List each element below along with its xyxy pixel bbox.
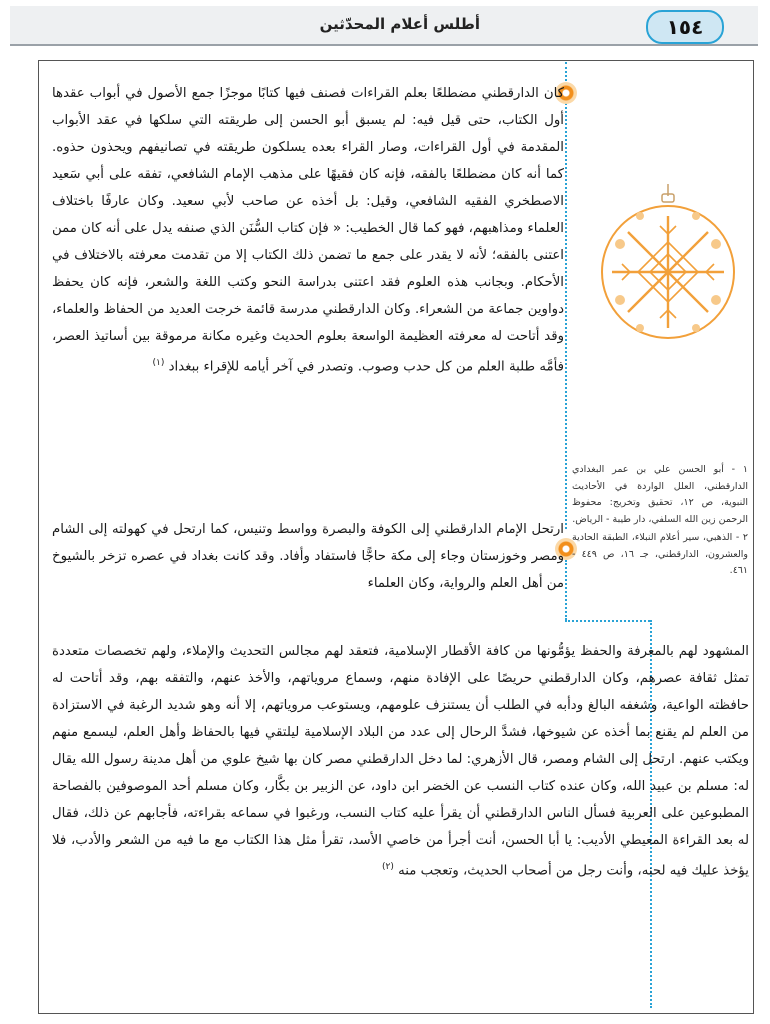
footnote-ref-2[interactable]: (٢)	[381, 862, 394, 872]
footnote-ref-1[interactable]: (١)	[152, 358, 165, 368]
paragraph-1	[52, 80, 564, 380]
book-title: أطلس أعلام المحدّثين	[319, 15, 480, 33]
snowflake-ornament-icon	[590, 184, 746, 340]
page-number-badge: ١٥٤	[646, 10, 724, 44]
separator-vertical-middle	[565, 560, 567, 620]
page-header	[10, 6, 758, 46]
footnote-1: ١ - أبو الحسن علي بن عمر البغدادي الدارقطني، العلل الواردة في الأحاديث النبوية، ص ١٢، تحقيق وتخريج: محفوظ الرحمن زين الله السلفي، دار طيبة - الرياض.	[572, 464, 748, 525]
footnotes	[572, 462, 748, 582]
separator-horizontal	[565, 620, 650, 622]
paragraph-3	[52, 638, 749, 884]
footnote-2: ٢ - الذهبي، سير أعلام النبلاء، الطبقة الحادية والعشرون، الدارقطني، جـ ١٦، ص ٤٤٩ - ٤٦١.	[572, 532, 749, 576]
separator-vertical-top	[565, 62, 567, 529]
paragraph-3-text: المشهود لهم بالمعرفة والحفظ يؤمُّونها من كافة الأقطار الإسلامية، فتعقد لهم مجالس التحديث والإملاء، ولهم تخصصات متعددة تمثل ثقافة عصرهم، وكان الدارقطني حريصًا على الإفادة منهم، وسماع مروياتهم، والأخذ عنهم، والتفقه بهم، وقد أتاحت له حافظته الواعية، وشغفه البالغ ودأبه في الطلب أن يستنزف علومهم، ويستوعب مروياتهم، إلا أنه وهو شديد الرغبة في الاستزادة من العلم لم يقنع بما أخذه عن شيوخها، فشدَّ الرحال إلى عدد من البلاد الإسلامية ليلتقي فيها بالحفاظ وأهل العلم، ليسمع منهم ويكتب عنهم. ارتحل إلى الشام ومصر، قال الأزهري: لما دخل الدارقطني مصر كان بها شيخ علوي من أهل مدينة رسول الله يقال له: مسلم بن عبيد الله، وكان عنده كتاب النسب عن الخضر ابن داود، عن الزبير بن بكَّار، وكان مسلم أحد الموصوفين بالفصاحة المطبوعين على العربية فسأل الناس الدارقطني أن يقرأ عليه كتاب النسب، ورغبوا في سماعه بقراءته، فأجابهم عن ذلك، فقال له بعد القراءة المعيطي الأديب: يا أبا الحسن، أنت أجرأ من خاصي الأسد، تقرأ مثل هذا الكتاب مع ما فيه من الشعر والأدب، فلا يؤخذ عليك فيه لحنه، وأنت رجل من أصحاب الحديث، وتعجب منه	[52, 644, 749, 879]
paragraph-2: ارتحل الإمام الدارقطني إلى الكوفة والبصرة وواسط وتنيس، كما ارتحل في كهولته إلى الشام ومصر وخوزستان وجاء إلى مكة حاجًّا فاستفاد وأفاد. وقد كانت بغداد في عصره تزخر بالشيوخ من أهل العلم والرواية، وكان العلماء	[52, 522, 564, 591]
paragraph-1-text: كان الدارقطني مضطلعًا بعلم القراءات فصنف فيها كتابًا موجزًا جمع الأصول في أبواب عقدها أول الكتاب، حتى قيل فيه: لم يسبق أبو الحسن إلى طريقته التي سلكها في عقد الأبواب المقدمة في أول القراءات، وصار القراء بعده يسلكون طريقته في تصانيفهم ويحذون حذوه. كما أنه كان مضطلعًا بالفقه، فإنه كان فقيهًا على مذهب الإمام الشافعي، تفقه على أبي سَعيد الاصطخري الفقيه الشافعي، وقيل: بل أخذه عن صاحب لأبي سعيد. وكان عارفًا باختلاف العلماء ومذاهبهم، فهو كما قال الخطيب: « فإن كتاب السُّنَن الذي صنفه يدل على أنه كان ممن اعتنى بالفقه؛ لأنه لا يقدر على جمع ما تضمن ذلك الكتاب إلا من تقدمت معرفته بالاختلاف في الأحكام. وبجانب هذه العلوم فقد اعتنى بدراسة النحو وكتب اللغة والشعر، فإنه كان يحفظ دواوين جماعة من الشعراء. وكان الدارقطني مدرسة قائمة خرجت العديد من الحفاظ والعلماء، وقد أتاحت له معرفته العظيمة الواسعة بعلوم الحديث وغيره مكانة مرموقة بين أساتيذ العصر، فأمَّه طلبة العلم من كل حدب وصوب. وتصدر في آخر أيامه للإقراء ببغداد	[52, 86, 564, 375]
